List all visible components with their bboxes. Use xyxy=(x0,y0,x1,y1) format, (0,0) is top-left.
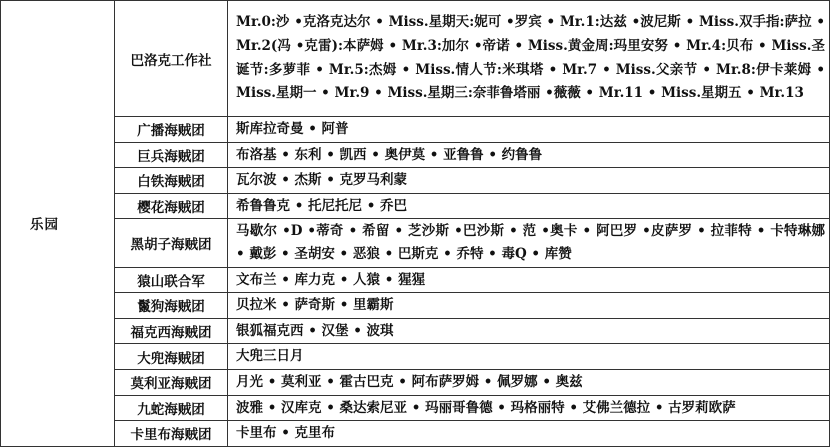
table-row xyxy=(1,1,830,117)
table-row xyxy=(1,219,830,267)
members-cell: 文布兰 • 库力克 • 人猿 • 猩猩 xyxy=(228,267,830,293)
table-row xyxy=(1,369,830,395)
table-row xyxy=(1,344,830,370)
org-name-cell: 巴洛克工作社 xyxy=(115,1,228,117)
table-row xyxy=(1,395,830,421)
org-name-cell: 卡里布海贼团 xyxy=(115,421,228,447)
members-cell: 马歇尔 •D •蒂奇 • 希留 • 芝沙斯 •巴沙斯 • 范 •奥卡 • 阿巴罗 •皮萨罗 • 拉菲特 • 卡特琳娜 • 戴彭 • 圣胡安 • 恶狼 • 巴斯克 • 乔特 • 毒Q • 库赞 xyxy=(228,219,830,267)
members-cell: 瓦尔波 • 杰斯 • 克罗马利蒙 xyxy=(228,168,830,194)
members-cell: Mr.0:沙 •克洛克达尔 • Miss.星期天:妮可 •罗宾 • Mr.1:达兹 •波尼斯 • Miss.双手指:萨拉 • Mr.2(冯 •克雷):本萨姆 • Mr.3:加尔 •帝诺 • Miss.黄金周:玛里安努 • Mr.4:贝布 • Miss.圣诞节:多萝菲 • Mr.5:杰姆 • Miss.情人节:米琪塔 • Mr.7 • Miss.父亲节 • Mr.8:伊卡莱姆 • Miss.星期一 • Mr.9 • Miss.星期三:奈菲鲁塔丽 •薇薇 • Mr.11 • Miss.星期五 • Mr.13 xyxy=(228,1,830,117)
members-cell: 月光 • 莫利亚 • 霍古巴克 • 阿布萨罗姆 • 佩罗娜 • 奥兹 xyxy=(228,369,830,395)
members-cell: 贝拉米 • 萨奇斯 • 里霸斯 xyxy=(228,293,830,319)
region-cell: 乐园 xyxy=(1,1,115,447)
org-name-cell: 莫利亚海贼团 xyxy=(115,369,228,395)
org-name-cell: 福克西海贼团 xyxy=(115,318,228,344)
members-cell: 卡里布 • 克里布 xyxy=(228,421,830,447)
org-name-cell: 鬣狗海贼团 xyxy=(115,293,228,319)
table-row xyxy=(1,168,830,194)
org-name-cell: 九蛇海贼团 xyxy=(115,395,228,421)
org-name-cell: 樱花海贼团 xyxy=(115,193,228,219)
members-cell: 波雅 • 汉库克 • 桑达索尼亚 • 玛丽哥鲁德 • 玛格丽特 • 艾佛兰德拉 • 古罗莉欧萨 xyxy=(228,395,830,421)
members-cell: 希鲁鲁克 • 托尼托尼 • 乔巴 xyxy=(228,193,830,219)
table-row xyxy=(1,193,830,219)
table-row xyxy=(1,318,830,344)
org-name-cell: 黑胡子海贼团 xyxy=(115,219,228,267)
org-name-cell: 广播海贼团 xyxy=(115,117,228,143)
members-cell: 布洛基 • 东利 • 凯西 • 奥伊莫 • 亚鲁鲁 • 约鲁鲁 xyxy=(228,142,830,168)
table-row xyxy=(1,142,830,168)
table-row xyxy=(1,421,830,447)
members-cell: 大兜三日月 xyxy=(228,344,830,370)
org-name-cell: 白铁海贼团 xyxy=(115,168,228,194)
org-name-cell: 巨兵海贼团 xyxy=(115,142,228,168)
org-name-cell: 大兜海贼团 xyxy=(115,344,228,370)
table-row xyxy=(1,293,830,319)
members-cell: 银狐福克西 • 汉堡 • 波琪 xyxy=(228,318,830,344)
table-row xyxy=(1,267,830,293)
org-name-cell: 猿山联合军 xyxy=(115,267,228,293)
table-row xyxy=(1,117,830,143)
members-cell: 斯库拉奇曼 • 阿普 xyxy=(228,117,830,143)
